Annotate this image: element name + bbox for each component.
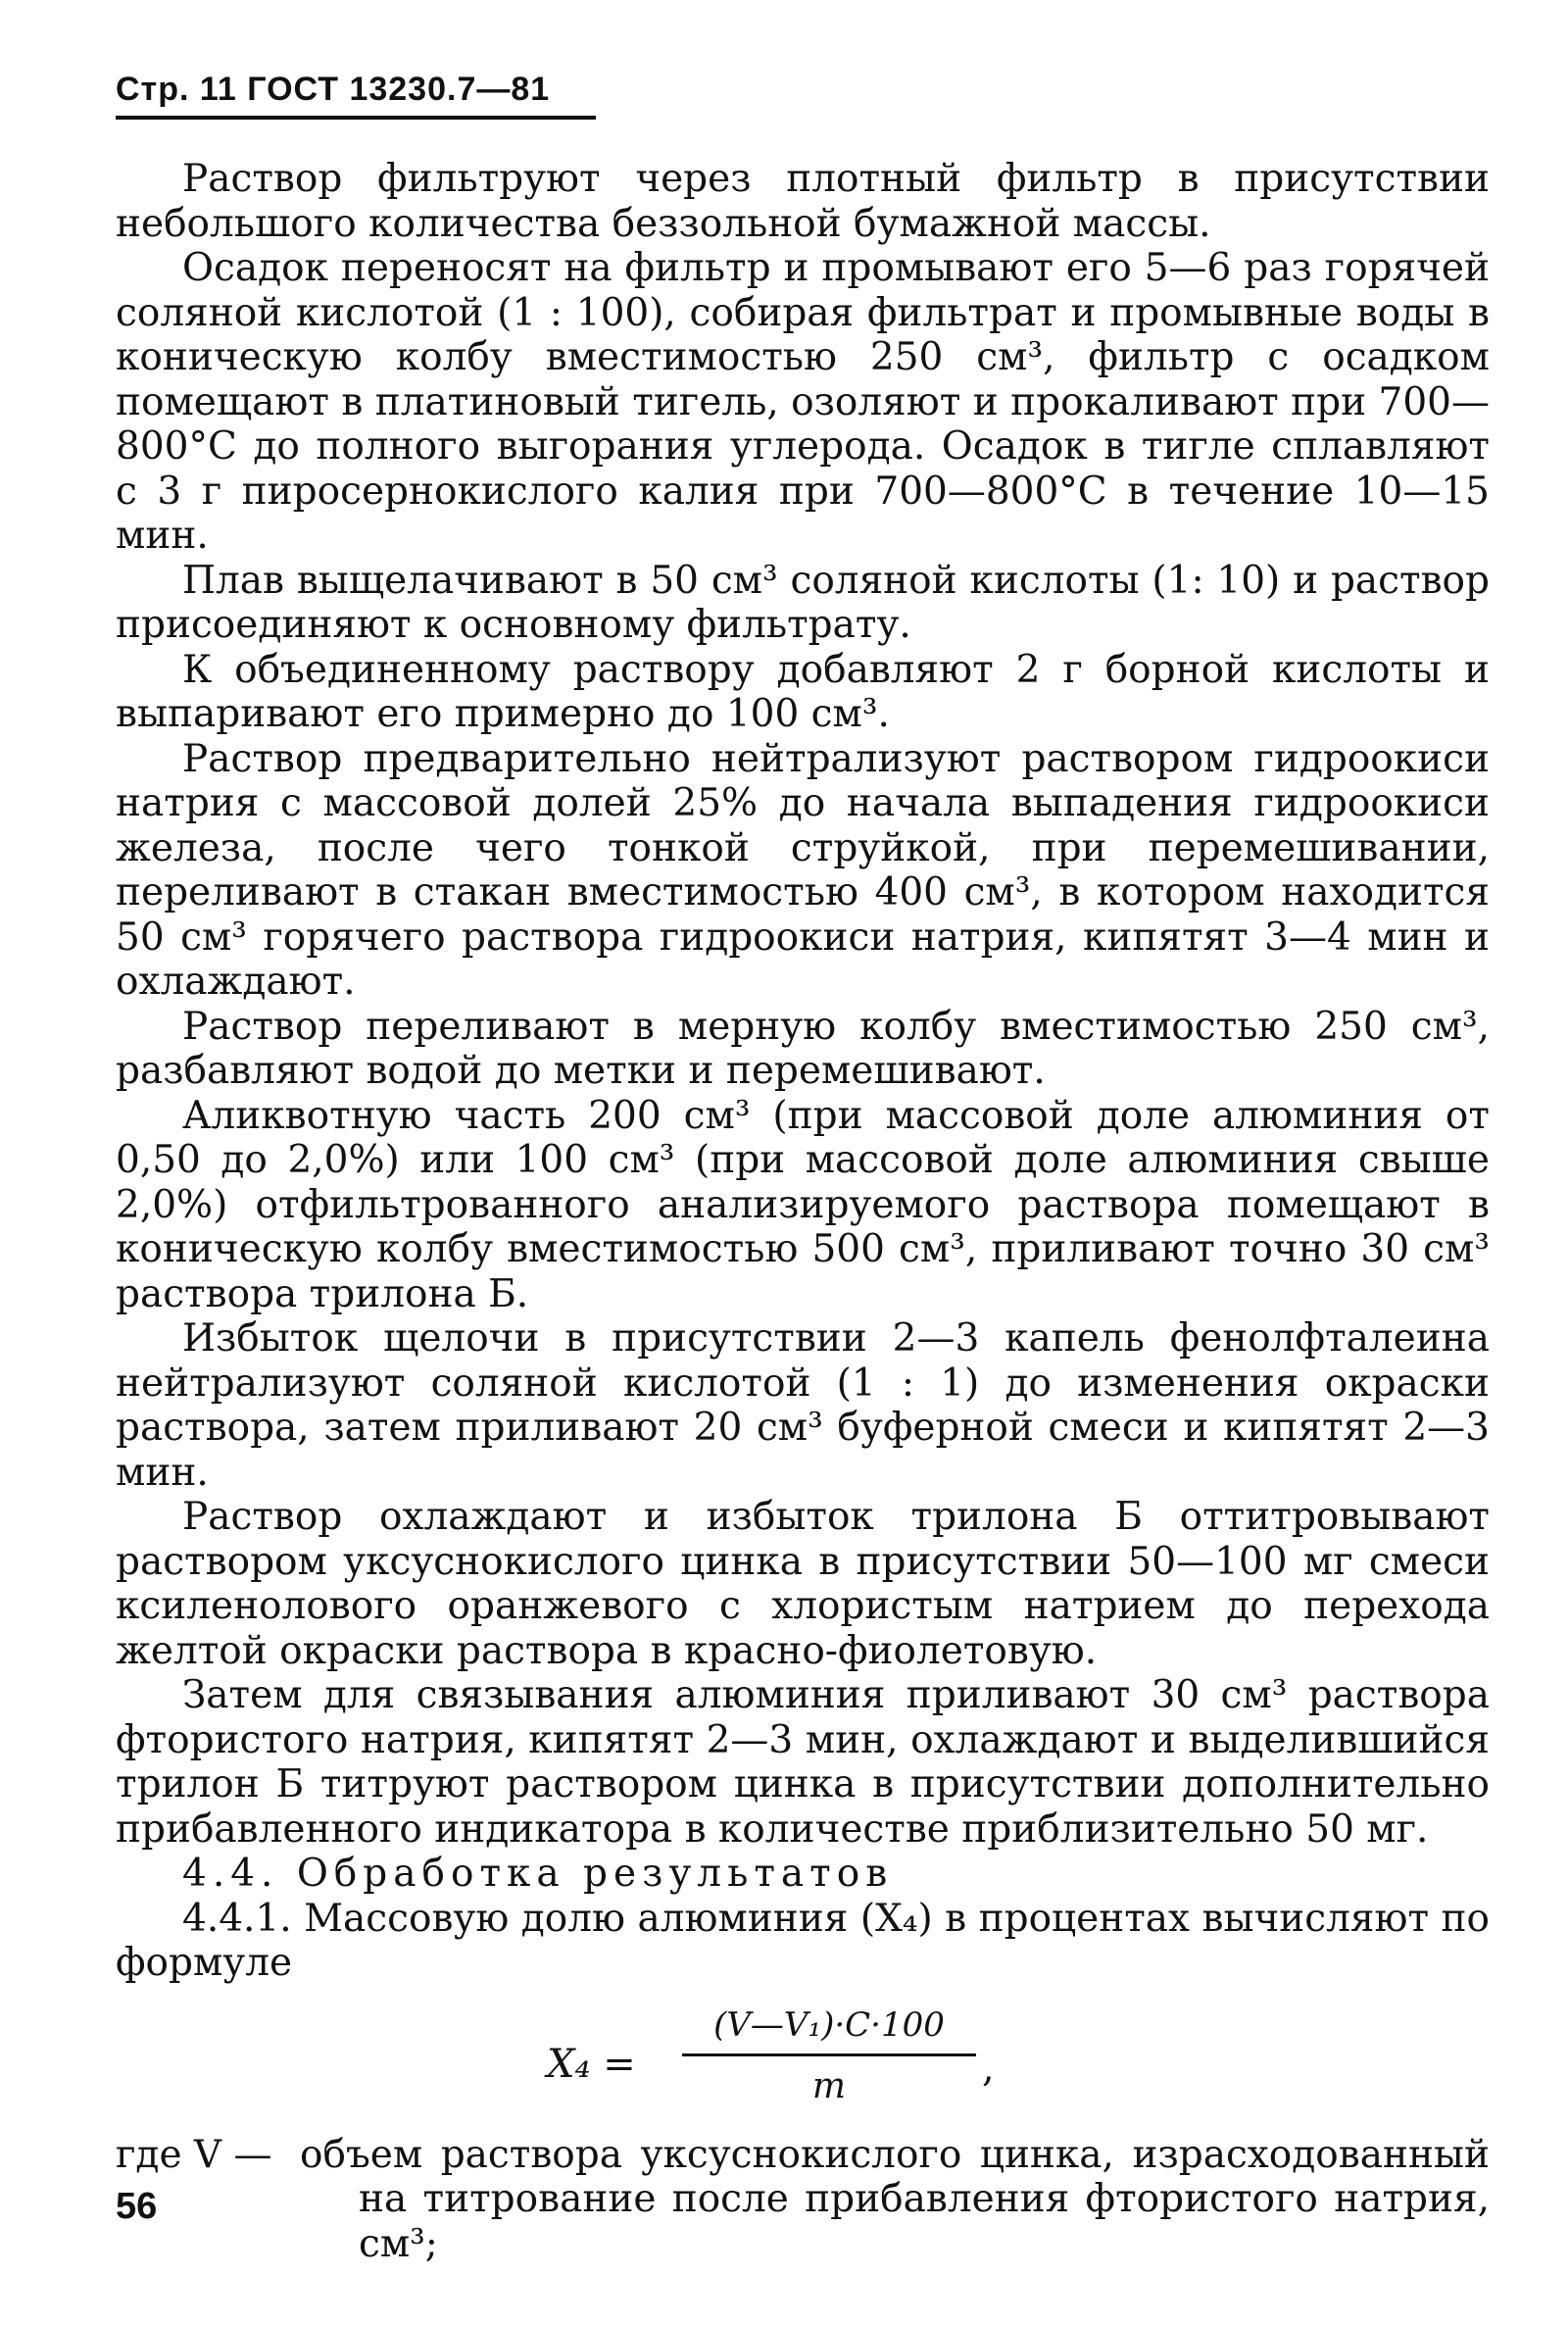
document-body (116, 157, 1490, 2266)
paragraph: Аликвотную часть 200 см³ (при массовой доле алюминия от 0,50 до 2,0%) или 100 см³ (при массовой доле алюминия свыше 2,0%) отфильтрованного анализируемого раствора помещают в коническую колбу вместимостью 500 см³, приливают точно 30 см³ раствора трилона Б. (116, 1093, 1490, 1316)
paragraph: Раствор переливают в мерную колбу вместимостью 250 см³, разбавляют водой до метки и перемешивают. (116, 1004, 1490, 1093)
where-text: объем раствора уксуснокислого цинка, израсходованный на титрование после прибавления фтористого натрия, см³; (300, 2132, 1490, 2266)
paragraph: Плав выщелачивают в 50 см³ соляной кислоты (1: 10) и раствор присоединяют к основному фильтрату. (116, 558, 1490, 647)
formula (116, 2003, 1490, 2119)
header-rule (116, 116, 596, 120)
section-title: 4.4. Обработка результатов (182, 1852, 894, 1896)
formula-fraction (682, 2003, 976, 2109)
paragraph: Раствор охлаждают и избыток трилона Б оттитровывают раствором уксуснокислого цинка в присутствии 50—100 мг смеси ксиленолового оранжевого с хлористым натрием до перехода желтой окраски раствора в красно-фиолетовую. (116, 1495, 1490, 1673)
where-label: где V — (116, 2132, 272, 2177)
formula-numerator: (V—V₁)·C·100 (713, 2004, 945, 2045)
formula-denominator: m (811, 2066, 847, 2106)
page-number: 56 (116, 2186, 158, 2227)
paragraph: Осадок переносят на фильтр и промывают его 5—6 раз горячей соляной кислотой (1 : 100), собирая фильтрат и промывные воды в коническую колбу вместимостью 250 см³, фильтр с осадком помещают в платиновый тигель, озоляют и прокаливают при 700—800°С до полного выгорания углерода. Осадок в тигле сплавляют с 3 г пиросернокислого калия при 700—800°С в течение 10—15 мин. (116, 246, 1490, 558)
paragraph: Затем для связывания алюминия приливают 30 см³ раствора фтористого натрия, кипятят 2—3 мин, охлаждают и выделившийся трилон Б титруют раствором цинка в присутствии дополнительно прибавленного индикатора в количестве приблизительно 50 мг. (116, 1673, 1490, 1852)
page-header: Стр. 11 ГОСТ 13230.7—81 (116, 71, 551, 108)
paragraph: Раствор предварительно нейтрализуют раствором гидроокиси натрия с массовой долей 25% до начала выпадения гидроокиси железа, после чего тонкой струйкой, при перемешивании, переливают в стакан вместимостью 400 см³, в котором находится 50 см³ горячего раствора гидроокиси натрия, кипятят 3—4 мин и охлаждают. (116, 736, 1490, 1004)
paragraph: Избыток щелочи в присутствии 2—3 капель фенолфталеина нейтрализуют соляной кислотой (1 : 1) до изменения окраски раствора, затем приливают 20 см³ буферной смеси и кипятят 2—3 мин. (116, 1316, 1490, 1495)
paragraph: Раствор фильтруют через плотный фильтр в присутствии небольшого количества беззольной бумажной массы. (116, 157, 1490, 246)
paragraph: К объединенному раствору добавляют 2 г борной кислоты и выпаривают его примерно до 100 см³. (116, 647, 1490, 736)
where-clause (116, 2133, 1490, 2267)
formula-lhs: X₄ = (547, 2041, 636, 2087)
section-intro: 4.4.1. Массовую долю алюминия (X₄) в процентах вычисляют по формуле (116, 1896, 1490, 1985)
formula-trail: , (982, 2045, 995, 2091)
